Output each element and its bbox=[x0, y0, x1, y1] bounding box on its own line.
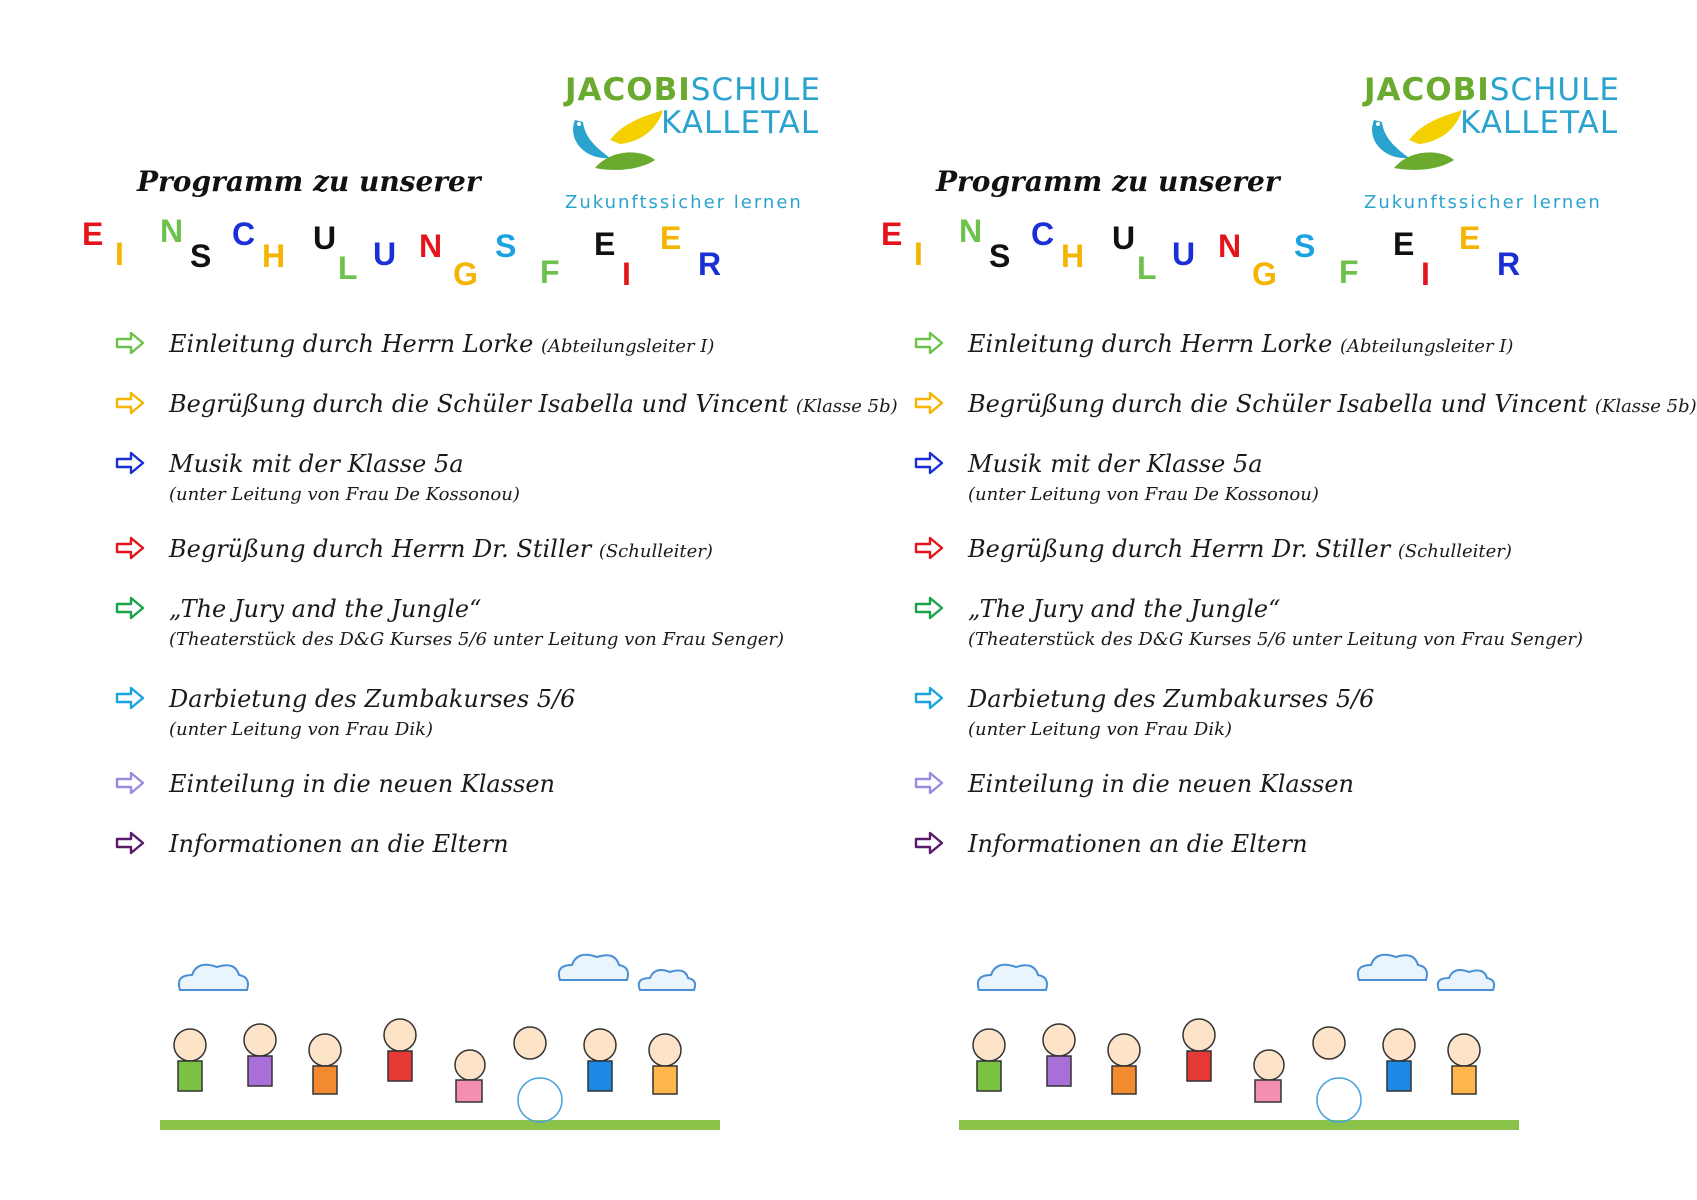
arrow-right-icon bbox=[115, 685, 145, 711]
agenda-item-title: Einleitung durch Herrn Lorke bbox=[968, 330, 1333, 358]
title-letter: U bbox=[313, 220, 337, 256]
agenda-item-text bbox=[169, 770, 555, 798]
agenda-item-text bbox=[968, 535, 1512, 563]
logo-slogan: Zukunftssicher lernen bbox=[1364, 192, 1602, 213]
school-logo bbox=[565, 72, 825, 222]
title-letter: F bbox=[540, 254, 560, 290]
agenda-item-text bbox=[968, 685, 1374, 713]
arrow-right-icon bbox=[115, 330, 145, 356]
title-letter: S bbox=[495, 228, 517, 264]
program-intro-heading: Programm zu unserer bbox=[936, 165, 1280, 198]
title-letter: I bbox=[622, 256, 631, 292]
title-letter: E bbox=[881, 216, 903, 252]
title-letter: N bbox=[1218, 228, 1242, 264]
logo-town-name: KALLETAL bbox=[661, 105, 820, 141]
agenda-item-text bbox=[169, 330, 714, 358]
agenda-item-note: (Klasse 5b) bbox=[1594, 396, 1697, 417]
agenda-item-title: „The Jury and the Jungle“ bbox=[169, 595, 482, 623]
title-letter: H bbox=[262, 238, 286, 274]
logo-school-name: JACOBISCHULE bbox=[1364, 72, 1620, 108]
agenda-item-title: Einteilung in die neuen Klassen bbox=[968, 770, 1355, 798]
title-letter: C bbox=[1031, 216, 1055, 252]
school-logo bbox=[1364, 72, 1624, 222]
agenda-item-text bbox=[968, 595, 1280, 623]
agenda-item-text bbox=[968, 390, 1697, 418]
title-letter: G bbox=[1252, 256, 1277, 292]
agenda-item-subtext: (unter Leitung von Frau Dik) bbox=[169, 719, 434, 740]
title-letter: E bbox=[1459, 220, 1481, 256]
logo-school-name: JACOBISCHULE bbox=[565, 72, 821, 108]
title-letter: N bbox=[419, 228, 443, 264]
agenda-item-title: Darbietung des Zumbakurses 5/6 bbox=[968, 685, 1375, 713]
agenda-item-text bbox=[968, 450, 1263, 478]
title-letter: E bbox=[1393, 226, 1415, 262]
agenda-item-note: (Schulleiter) bbox=[1397, 541, 1512, 562]
agenda-item-note: (Abteilungsleiter I) bbox=[1340, 336, 1514, 357]
title-letter: L bbox=[1137, 250, 1157, 286]
title-letter: C bbox=[232, 216, 256, 252]
arrow-right-icon bbox=[914, 390, 944, 416]
arrow-right-icon bbox=[115, 770, 145, 796]
arrow-right-icon bbox=[115, 535, 145, 561]
title-letter: I bbox=[115, 236, 124, 272]
arrow-right-icon bbox=[914, 685, 944, 711]
arrow-right-icon bbox=[914, 450, 944, 476]
arrow-right-icon bbox=[914, 330, 944, 356]
agenda-item-text bbox=[968, 830, 1308, 858]
agenda-item-title: Musik mit der Klasse 5a bbox=[968, 450, 1263, 478]
children-illustration bbox=[160, 935, 790, 1135]
fish-logo-icon bbox=[1364, 110, 1464, 170]
logo-town-name: KALLETAL bbox=[1460, 105, 1619, 141]
agenda-item-text bbox=[169, 830, 509, 858]
title-letter: S bbox=[1294, 228, 1316, 264]
title-letter: F bbox=[1339, 254, 1359, 290]
agenda-item-title: „The Jury and the Jungle“ bbox=[968, 595, 1281, 623]
agenda-item-subtext: (unter Leitung von Frau De Kossonou) bbox=[169, 484, 520, 505]
arrow-right-icon bbox=[914, 595, 944, 621]
agenda-item-title: Musik mit der Klasse 5a bbox=[169, 450, 464, 478]
arrow-right-icon bbox=[914, 770, 944, 796]
program-intro-heading: Programm zu unserer bbox=[137, 165, 481, 198]
agenda-item-text bbox=[169, 685, 575, 713]
title-einschulungsfeier bbox=[799, 210, 1647, 310]
title-letter: S bbox=[190, 238, 212, 274]
arrow-right-icon bbox=[115, 390, 145, 416]
agenda-item-note: (Schulleiter) bbox=[598, 541, 713, 562]
agenda-item-text bbox=[169, 595, 481, 623]
title-letter: N bbox=[959, 213, 983, 249]
agenda-item-note: (Abteilungsleiter I) bbox=[541, 336, 715, 357]
title-letter: E bbox=[82, 216, 104, 252]
title-letter: H bbox=[1061, 238, 1085, 274]
arrow-right-icon bbox=[914, 830, 944, 856]
title-letter: S bbox=[989, 238, 1011, 274]
title-letter: R bbox=[1497, 246, 1521, 282]
agenda-item-text bbox=[169, 535, 713, 563]
agenda-item-title: Einleitung durch Herrn Lorke bbox=[169, 330, 534, 358]
title-letter: N bbox=[160, 213, 184, 249]
agenda-item-title: Begrüßung durch Herrn Dr. Stiller bbox=[968, 535, 1391, 563]
agenda-item-title: Begrüßung durch Herrn Dr. Stiller bbox=[169, 535, 592, 563]
title-letter: L bbox=[338, 250, 358, 286]
title-letter: E bbox=[660, 220, 682, 256]
title-einschulungsfeier bbox=[0, 210, 848, 310]
agenda-item-title: Begrüßung durch die Schüler Isabella und Vincent bbox=[968, 390, 1588, 418]
agenda-item-text bbox=[968, 770, 1354, 798]
agenda-item-subtext: (Theaterstück des D&G Kurses 5/6 unter Leitung von Frau Senger) bbox=[968, 629, 1584, 650]
agenda-item-title: Darbietung des Zumbakurses 5/6 bbox=[169, 685, 576, 713]
fish-logo-icon bbox=[565, 110, 665, 170]
children-illustration bbox=[959, 935, 1589, 1135]
agenda-item-subtext: (Theaterstück des D&G Kurses 5/6 unter Leitung von Frau Senger) bbox=[169, 629, 785, 650]
agenda-item-text bbox=[169, 450, 464, 478]
program-flyer-right bbox=[799, 0, 1697, 1200]
title-letter: R bbox=[698, 246, 722, 282]
agenda-item-note: (Klasse 5b) bbox=[795, 396, 898, 417]
agenda-item-text bbox=[169, 390, 898, 418]
agenda-item-title: Informationen an die Eltern bbox=[169, 830, 509, 858]
title-letter: U bbox=[373, 236, 397, 272]
logo-slogan: Zukunftssicher lernen bbox=[565, 192, 803, 213]
arrow-right-icon bbox=[115, 450, 145, 476]
arrow-right-icon bbox=[115, 830, 145, 856]
agenda-item-title: Informationen an die Eltern bbox=[968, 830, 1308, 858]
title-letter: U bbox=[1172, 236, 1196, 272]
title-letter: E bbox=[594, 226, 616, 262]
title-letter: I bbox=[914, 236, 923, 272]
title-letter: I bbox=[1421, 256, 1430, 292]
agenda-item-subtext: (unter Leitung von Frau De Kossonou) bbox=[968, 484, 1319, 505]
arrow-right-icon bbox=[914, 535, 944, 561]
agenda-item-subtext: (unter Leitung von Frau Dik) bbox=[968, 719, 1233, 740]
arrow-right-icon bbox=[115, 595, 145, 621]
agenda-item-text bbox=[968, 330, 1513, 358]
title-letter: G bbox=[453, 256, 478, 292]
agenda-item-title: Einteilung in die neuen Klassen bbox=[169, 770, 556, 798]
title-letter: U bbox=[1112, 220, 1136, 256]
agenda-item-title: Begrüßung durch die Schüler Isabella und Vincent bbox=[169, 390, 789, 418]
